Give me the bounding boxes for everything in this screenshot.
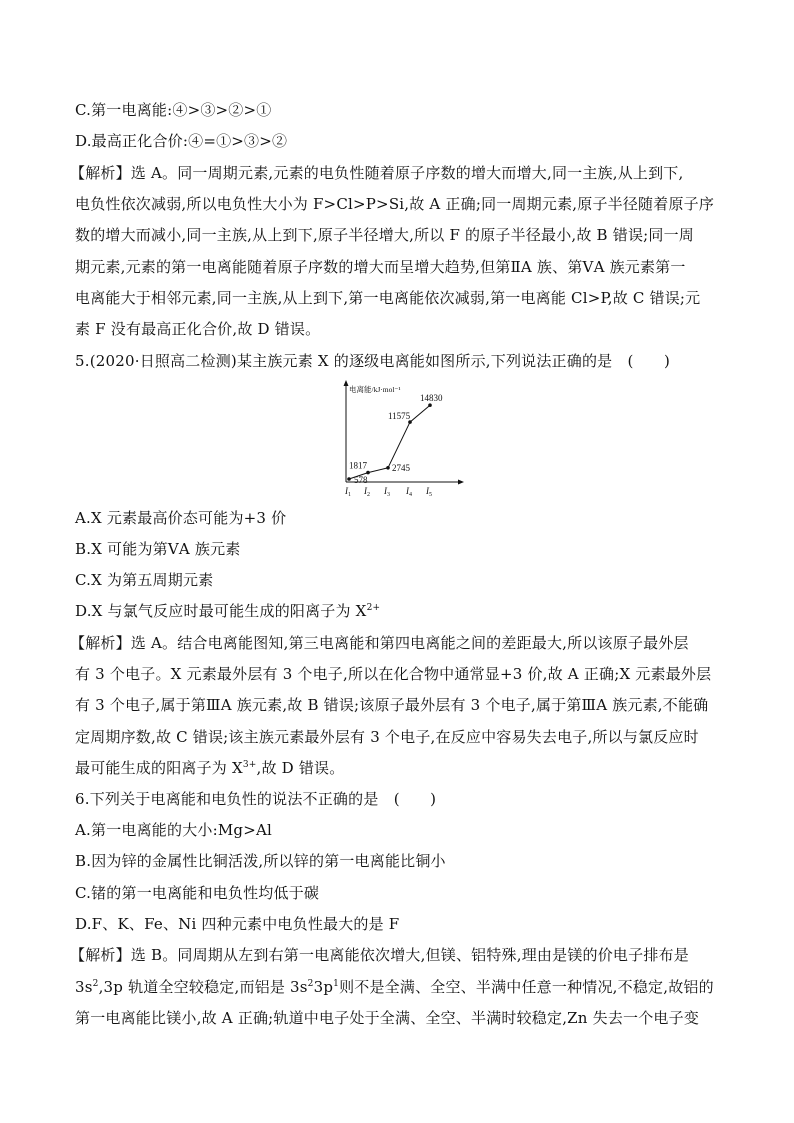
option-6b: B.因为锌的金属性比铜活泼,所以锌的第一电离能比铜小 — [75, 852, 446, 870]
x-tick-label-4: $I_4$ — [406, 486, 412, 498]
line-5: 数的增大而减小,同一主族,从上到下,原子半径增大,所以 F 的原子半径最小,故 B 错误;同一周 — [75, 226, 695, 244]
ionization-energy-chart — [330, 374, 470, 500]
line-24: 【解析】选 B。同周期从左到右第一电离能依次增大,但镁、铝特殊,理由是镁的价电子排布是 — [70, 946, 689, 964]
line-25-sup2: 2 — [307, 979, 314, 989]
option-5c: C.X 为第五周期元素 — [75, 571, 214, 589]
option-5a: A.X 元素最高价态可能为+3 价 — [75, 509, 287, 527]
option-6a: A.第一电离能的大小:Mg>Al — [75, 821, 273, 839]
line-4: 电负性依次减弱,所以电负性大小为 F>Cl>P>Si,故 A 正确;同一周期元素,原子半径随着原子序 — [75, 195, 715, 213]
line-17: 定周期序数,故 C 错误;该主族元素最外层有 3 个电子,在反应中容易失去电子,所以与氯反应时 — [75, 728, 699, 746]
line-14: 【解析】选 A。结合电离能图知,第三电离能和第四电离能之间的差距最大,所以该原子最外层 — [70, 634, 689, 652]
line-16: 有 3 个电子,属于第ⅢA 族元素,故 B 错误;该原子最外层有 3 个电子,属于第ⅢA 族元素,不能确 — [75, 696, 709, 714]
option-5d-charge: 2+ — [366, 603, 381, 613]
line-18-charge: 3+ — [242, 760, 257, 770]
data-point-2 — [366, 471, 370, 475]
data-label-5: 14830 — [420, 393, 443, 404]
y-axis-arrow — [344, 380, 349, 386]
data-point-3 — [386, 466, 390, 470]
option-5b: B.X 可能为第ⅤA 族元素 — [75, 540, 241, 558]
y-axis-label: 电离能/kJ·mol⁻¹ — [349, 385, 401, 394]
option-5d — [75, 600, 725, 622]
option-6c: C.锗的第一电离能和电负性均低于碳 — [75, 884, 320, 902]
option-5d-text: D.X 与氯气反应时最可能生成的阳离子为 X — [75, 602, 367, 620]
x-tick-label-3: $I_3$ — [384, 486, 390, 498]
line-18 — [75, 757, 725, 779]
line-8: 素 F 没有最高正化合价,故 D 错误。 — [75, 320, 321, 338]
line-25 — [75, 976, 725, 998]
line-26: 第一电离能比镁小,故 A 正确;轨道中电子处于全满、全空、半满时较稳定,Zn 失去一个电子变 — [75, 1009, 700, 1027]
line-25-c: 3p — [313, 978, 334, 996]
data-point-1 — [347, 477, 351, 481]
line-15: 有 3 个电子。X 元素最外层有 3 个电子,所以在化合物中通常显+3 价,故 A 正确;X 元素最外层 — [75, 665, 712, 683]
line-7: 电离能大于相邻元素,同一主族,从上到下,第一电离能依次减弱,第一电离能 Cl>P,故 C 错误;元 — [75, 289, 701, 307]
x-tick-label-1: $I_1$ — [345, 486, 351, 498]
line-6: 期元素,元素的第一电离能随着原子序数的增大而呈增大趋势,但第ⅡA 族、第ⅤA 族元素第一 — [75, 258, 686, 276]
line-25-d: 则不是全满、全空、半满中任意一种情况,不稳定,故铝的 — [339, 978, 714, 996]
line-18-text-b: ,故 D 错误。 — [256, 759, 345, 777]
line-25-b: ,3p 轨道全空较稳定,而铝是 3s — [98, 978, 308, 996]
line-1: C.第一电离能:④>③>②>① — [75, 101, 272, 119]
question-6: 6.下列关于电离能和电负性的说法不正确的是 ( ) — [75, 790, 437, 808]
data-label-3: 2745 — [392, 462, 410, 473]
x-tick-label-2: $I_2$ — [364, 486, 370, 498]
data-label-2: 1817 — [349, 460, 367, 471]
line-2: D.最高正化合价:④=①>③>② — [75, 132, 288, 150]
question-5: 5.(2020·日照高二检测)某主族元素 X 的逐级电离能如图所示,下列说法正确的是 ( ) — [75, 352, 671, 370]
x-axis-arrow — [458, 480, 464, 485]
line-18-text-a: 最可能生成的阳离子为 X — [75, 759, 243, 777]
data-label-1: 578 — [354, 475, 368, 486]
line-25-sup3: 1 — [333, 979, 340, 989]
line-25-sup1: 2 — [92, 979, 99, 989]
data-label-4: 11575 — [388, 411, 411, 422]
data-point-5 — [428, 403, 432, 407]
line-3: 【解析】选 A。同一周期元素,元素的电负性随着原子序数的增大而增大,同一主族,从上到下, — [70, 164, 684, 182]
option-6d: D.F、K、Fe、Ni 四种元素中电负性最大的是 F — [75, 915, 400, 933]
x-tick-label-5: $I_5$ — [426, 486, 432, 498]
line-25-a: 3s — [75, 978, 93, 996]
